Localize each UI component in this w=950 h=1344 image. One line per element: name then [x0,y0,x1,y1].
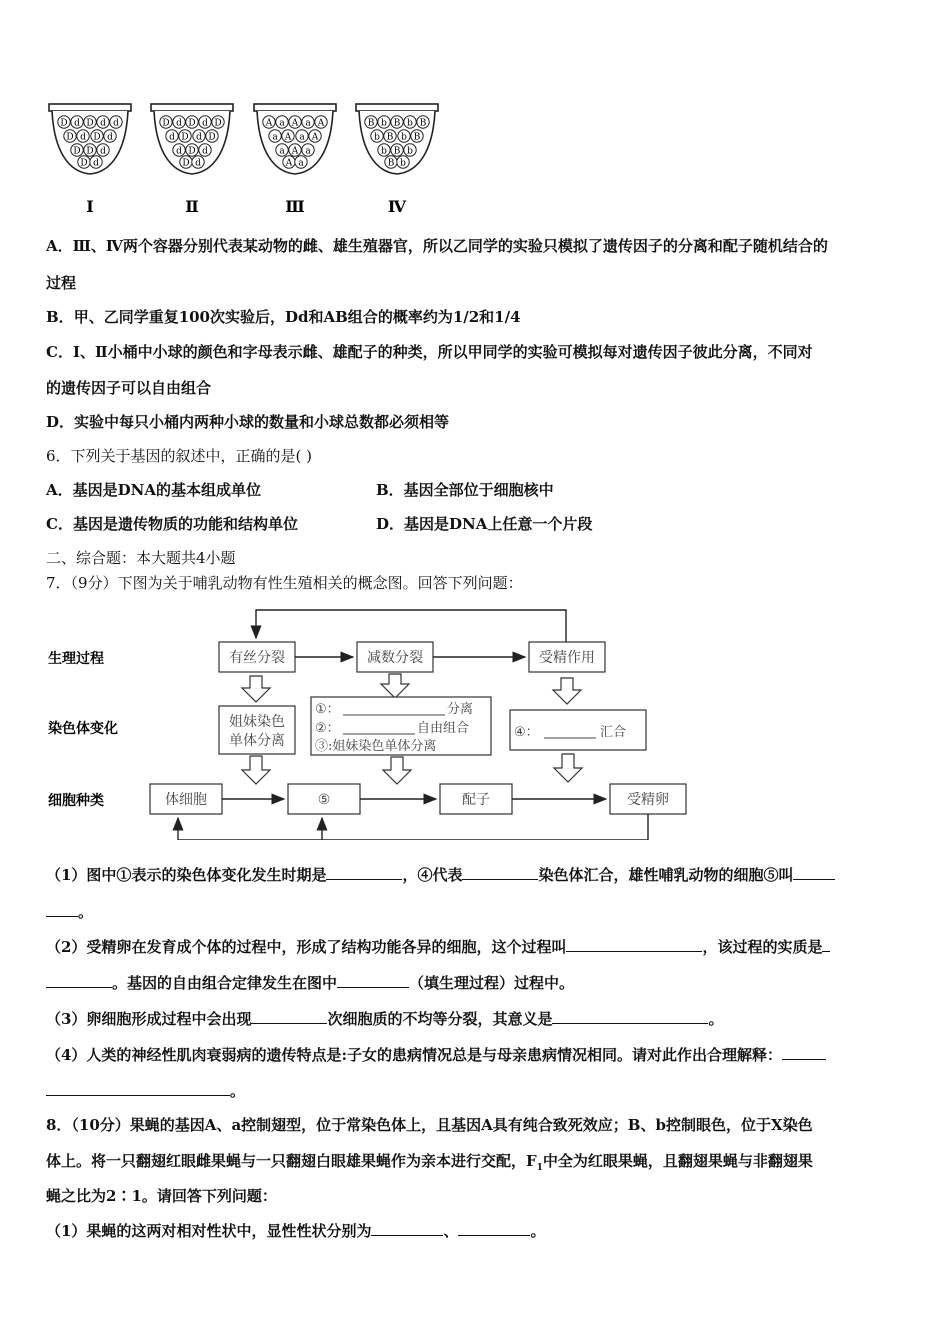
text-change-1-end: 分离 [447,702,474,717]
ball-letter: A [311,132,319,143]
ball-letter: D [188,146,196,157]
ball-letter: d [74,118,80,129]
ball-letter: d [107,132,113,143]
ball-letter: a [305,146,311,157]
ball-letter: d [202,146,208,157]
container-3 [254,104,336,216]
ball-letter: D [86,146,94,157]
q7-part1-cont: 。 [46,902,93,922]
row-label-cell: 细胞种类 [48,793,104,809]
ball-letter: D [182,158,190,169]
text-change-4-end: 汇合 [600,725,627,740]
ball-letter: d [113,118,119,129]
text-change-2: ②： [315,721,340,736]
q7-part2-cont: 。基因的自由组合定律发生在图中 （填生理过程）过程中。 [46,973,574,993]
q6-option-d: D．基因是DNA上任意一个片段 [376,515,593,533]
ball-letter: B [413,132,421,143]
ball-letter: A [284,132,292,143]
ball-letter: d [202,118,208,129]
bucket-figure [0,0,950,225]
ball-letter: B [393,146,401,157]
q8-stem-1: 8．（10分）果蝇的基因A、a控制翅型，位于常染色体上，且基因A具有纯合致死效应；B、b控制眼色，位于X染色 [46,1116,813,1134]
text-change-4: ④： [514,725,539,740]
ball-letter: b [400,158,406,169]
label-somatic-cell: 体细胞 [165,792,207,808]
container-label: Ⅰ [86,197,94,216]
ball-letter: D [73,146,81,157]
ball-letter: B [393,118,401,129]
label-gamete: 配子 [462,792,490,808]
text-change-2-end: 自由组合 [417,721,470,736]
container-label: Ⅲ [285,197,305,216]
q6-stem: 6．下列关于基因的叙述中，正确的是( ) [46,447,313,465]
q7-part4-cont: 。 [46,1081,245,1101]
section-heading: 二、综合题：本大题共4小题 [46,549,236,567]
q7-stem: 7．（9分）下图为关于哺乳动物有性生殖相关的概念图。回答下列问题： [46,574,523,592]
ball-letter: A [265,118,273,129]
ball-letter: a [298,158,304,169]
ball-letter: b [401,132,407,143]
ball-letter: a [305,118,311,129]
ball-letter: D [60,118,68,129]
q8-part1: （1）果蝇的这两对相对性状中，显性性状分别为 、 。 [46,1222,546,1240]
q5-option-a-cont: 过程 [46,274,77,292]
ball-letter: b [407,146,413,157]
q7-part3: （3）卵细胞形成过程中会出现 次细胞质的不均等分裂，其意义是 。 [46,1010,724,1028]
q8-stem-3: 蝇之比为2∶1。请回答下列问题： [46,1187,277,1205]
ball-letter: d [196,132,202,143]
q5-option-a: A．Ⅲ、Ⅳ两个容器分别代表某动物的雌、雄生殖器官，所以乙同学的实验只模拟了遗传因子的分离和配子随机结合的 [46,237,828,255]
ball-letter: A [285,158,293,169]
container-1 [49,104,131,216]
ball-letter: d [195,158,201,169]
ball-letter: d [80,132,86,143]
ball-letter: D [93,132,101,143]
container-label: Ⅱ [185,197,199,216]
q5-option-b: B．甲、乙同学重复100次实验后，Dd和AB组合的概率约为1/2和1/4 [46,308,521,326]
ball-letter: d [169,132,175,143]
ball-letter: B [419,118,427,129]
text-change-3: ③:姐妹染色单体分离 [315,739,437,754]
q7-part1: （1）图中①表示的染色体变化发生时期是 ，④代表 染色体汇合，雄性哺乳动物的细胞⑤叫 [46,865,835,885]
ball-letter: B [386,132,394,143]
ball-letter: d [100,118,106,129]
ball-letter: d [100,146,106,157]
ball-letter: D [86,118,94,129]
container-2 [151,104,233,216]
ball-letter: b [407,118,413,129]
ball-letter: D [188,118,196,129]
ball-letter: D [80,158,88,169]
q8-stem-2: 体上。将一只翻翅红眼雌果蝇与一只翻翅白眼雄果蝇作为亲本进行交配，$F_1$中全为红眼果蝇，且翻翅果蝇与非翻翅果 [46,1152,813,1173]
ball-letter: a [279,146,285,157]
text-change-1: ①： [315,702,340,717]
label-mitosis: 有丝分裂 [229,650,285,666]
ball-letter: A [291,146,299,157]
label-zygote: 受精卵 [627,792,669,808]
ball-letter: a [272,132,278,143]
ball-letter: b [374,132,380,143]
q5-option-c-cont: 的遗传因子可以自由组合 [46,379,212,397]
ball-letter: b [381,146,387,157]
text-sister-2: 单体分离 [229,733,285,749]
row-label-process: 生理过程 [48,651,104,667]
label-fertilization: 受精作用 [539,650,595,666]
label-meiosis: 减数分裂 [367,650,423,666]
ball-letter: d [93,158,99,169]
ball-letter: D [214,118,222,129]
ball-letter: d [176,146,182,157]
ball-letter: b [381,118,387,129]
container-4 [356,104,438,216]
q5-option-d: D．实验中每只小桶内两种小球的数量和小球总数都必须相等 [46,413,450,431]
ball-letter: A [291,118,299,129]
q7-part4: （4）人类的神经性肌肉衰弱病的遗传特点是:子女的患病情况总是与母亲患病情况相同。请对此作出合理解释： [46,1045,826,1065]
ball-letter: B [367,118,375,129]
q6-option-a: A．基因是DNA的基本组成单位 [46,481,261,499]
ball-letter: B [387,158,395,169]
q7-part2: （2）受精卵在发育成个体的过程中，形成了结构功能各异的细胞，这个过程叫 ，该过程的实质是 [46,937,830,957]
ball-letter: D [208,132,216,143]
text-sister-1: 姐妹染色 [229,714,285,730]
ball-letter: a [279,118,285,129]
ball-letter: d [176,118,182,129]
container-label: Ⅳ [387,197,407,216]
q5-option-c: C．Ⅰ、Ⅱ小桶中小球的颜色和字母表示雌、雄配子的种类，所以甲同学的实验可模拟每对遗传因子彼此分离，不同对 [46,343,813,361]
ball-letter: A [317,118,325,129]
concept-map [0,600,950,840]
ball-letter: D [181,132,189,143]
row-label-chromosome: 染色体变化 [48,721,118,737]
ball-letter: a [299,132,305,143]
q6-option-c: C．基因是遗传物质的功能和结构单位 [46,515,298,533]
label-cell-5: ⑤ [317,792,331,808]
ball-letter: D [66,132,74,143]
q6-option-b: B．基因全部位于细胞核中 [376,481,554,499]
ball-letter: D [162,118,170,129]
